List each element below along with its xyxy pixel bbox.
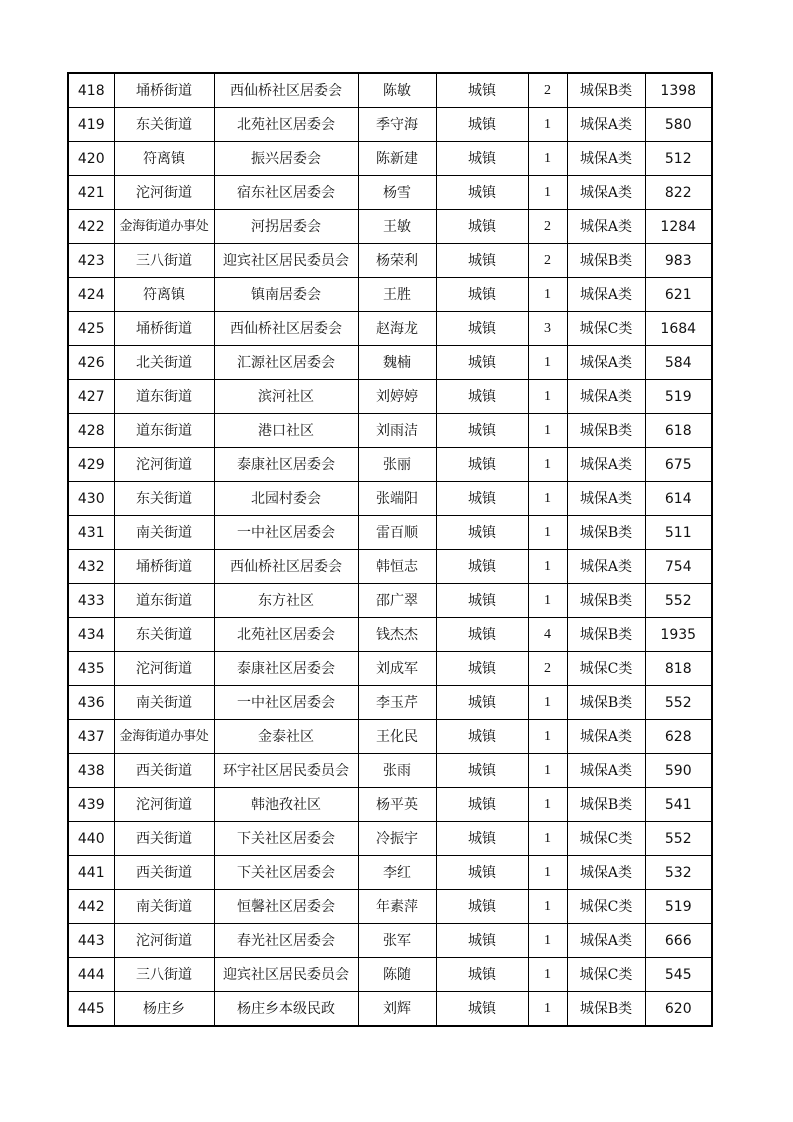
person-name-cell: 李红	[358, 856, 436, 890]
benefit-category-cell: 城保A类	[567, 856, 645, 890]
community-cell: 振兴居委会	[214, 142, 358, 176]
benefit-amount-cell: 519	[645, 890, 712, 924]
benefit-category-cell: 城保B类	[567, 618, 645, 652]
person-name-cell: 陈敏	[358, 73, 436, 108]
row-number-cell: 423	[68, 244, 114, 278]
community-cell: 西仙桥社区居委会	[214, 550, 358, 584]
benefit-category-cell: 城保C类	[567, 312, 645, 346]
street-office-cell: 埇桥街道	[114, 312, 214, 346]
table-row	[68, 346, 712, 380]
area-type-cell: 城镇	[436, 108, 528, 142]
row-number-cell: 434	[68, 618, 114, 652]
community-cell: 春光社区居委会	[214, 924, 358, 958]
street-office-cell: 三八街道	[114, 958, 214, 992]
household-size-cell: 1	[528, 890, 567, 924]
area-type-cell: 城镇	[436, 482, 528, 516]
benefit-category-cell: 城保B类	[567, 992, 645, 1027]
benefit-amount-cell: 666	[645, 924, 712, 958]
benefit-category-cell: 城保C类	[567, 652, 645, 686]
community-cell: 迎宾社区居民委员会	[214, 244, 358, 278]
row-number-cell: 445	[68, 992, 114, 1027]
area-type-cell: 城镇	[436, 856, 528, 890]
benefit-category-cell: 城保C类	[567, 958, 645, 992]
table-row	[68, 890, 712, 924]
benefit-category-cell: 城保B类	[567, 686, 645, 720]
area-type-cell: 城镇	[436, 720, 528, 754]
community-cell: 北园村委会	[214, 482, 358, 516]
table-row	[68, 380, 712, 414]
benefit-amount-cell: 628	[645, 720, 712, 754]
benefit-amount-cell: 822	[645, 176, 712, 210]
street-office-cell: 沱河街道	[114, 176, 214, 210]
benefit-category-cell: 城保B类	[567, 244, 645, 278]
community-cell: 泰康社区居委会	[214, 448, 358, 482]
street-office-cell: 杨庄乡	[114, 992, 214, 1027]
benefit-amount-cell: 511	[645, 516, 712, 550]
row-number-cell: 428	[68, 414, 114, 448]
household-size-cell: 1	[528, 856, 567, 890]
person-name-cell: 刘辉	[358, 992, 436, 1027]
area-type-cell: 城镇	[436, 516, 528, 550]
street-office-cell: 东关街道	[114, 618, 214, 652]
household-size-cell: 1	[528, 142, 567, 176]
table-row	[68, 584, 712, 618]
street-office-cell: 西关街道	[114, 856, 214, 890]
benefit-category-cell: 城保B类	[567, 73, 645, 108]
area-type-cell: 城镇	[436, 822, 528, 856]
street-office-cell: 金海街道办事处	[114, 210, 214, 244]
community-cell: 北苑社区居委会	[214, 108, 358, 142]
table-row	[68, 720, 712, 754]
table-row	[68, 482, 712, 516]
benefit-category-cell: 城保B类	[567, 414, 645, 448]
household-size-cell: 1	[528, 720, 567, 754]
table-row	[68, 142, 712, 176]
person-name-cell: 刘雨洁	[358, 414, 436, 448]
row-number-cell: 436	[68, 686, 114, 720]
table-row	[68, 822, 712, 856]
row-number-cell: 424	[68, 278, 114, 312]
benefit-amount-cell: 1284	[645, 210, 712, 244]
benefit-amount-cell: 621	[645, 278, 712, 312]
household-size-cell: 1	[528, 516, 567, 550]
street-office-cell: 南关街道	[114, 890, 214, 924]
household-size-cell: 1	[528, 482, 567, 516]
table-row	[68, 108, 712, 142]
area-type-cell: 城镇	[436, 992, 528, 1027]
area-type-cell: 城镇	[436, 550, 528, 584]
row-number-cell: 443	[68, 924, 114, 958]
benefit-category-cell: 城保A类	[567, 550, 645, 584]
person-name-cell: 冷振宇	[358, 822, 436, 856]
benefit-amount-cell: 1935	[645, 618, 712, 652]
benefit-category-cell: 城保A类	[567, 754, 645, 788]
row-number-cell: 435	[68, 652, 114, 686]
person-name-cell: 王敏	[358, 210, 436, 244]
roster-body	[68, 73, 712, 1026]
area-type-cell: 城镇	[436, 958, 528, 992]
area-type-cell: 城镇	[436, 278, 528, 312]
benefit-category-cell: 城保B类	[567, 584, 645, 618]
benefit-category-cell: 城保A类	[567, 278, 645, 312]
benefit-amount-cell: 584	[645, 346, 712, 380]
area-type-cell: 城镇	[436, 788, 528, 822]
person-name-cell: 张端阳	[358, 482, 436, 516]
benefit-amount-cell: 532	[645, 856, 712, 890]
person-name-cell: 李玉芹	[358, 686, 436, 720]
household-size-cell: 1	[528, 550, 567, 584]
person-name-cell: 年素萍	[358, 890, 436, 924]
row-number-cell: 427	[68, 380, 114, 414]
community-cell: 西仙桥社区居委会	[214, 312, 358, 346]
table-row	[68, 210, 712, 244]
community-cell: 滨河社区	[214, 380, 358, 414]
table-row	[68, 448, 712, 482]
row-number-cell: 425	[68, 312, 114, 346]
table-row	[68, 176, 712, 210]
row-number-cell: 440	[68, 822, 114, 856]
benefit-amount-cell: 552	[645, 822, 712, 856]
table-row	[68, 958, 712, 992]
benefit-category-cell: 城保A类	[567, 924, 645, 958]
household-size-cell: 4	[528, 618, 567, 652]
table-row	[68, 788, 712, 822]
benefit-category-cell: 城保A类	[567, 142, 645, 176]
benefit-amount-cell: 545	[645, 958, 712, 992]
person-name-cell: 杨雪	[358, 176, 436, 210]
benefit-amount-cell: 618	[645, 414, 712, 448]
street-office-cell: 南关街道	[114, 516, 214, 550]
person-name-cell: 刘成军	[358, 652, 436, 686]
community-cell: 恒馨社区居委会	[214, 890, 358, 924]
area-type-cell: 城镇	[436, 244, 528, 278]
row-number-cell: 420	[68, 142, 114, 176]
community-cell: 泰康社区居委会	[214, 652, 358, 686]
row-number-cell: 421	[68, 176, 114, 210]
area-type-cell: 城镇	[436, 380, 528, 414]
person-name-cell: 张雨	[358, 754, 436, 788]
area-type-cell: 城镇	[436, 754, 528, 788]
street-office-cell: 金海街道办事处	[114, 720, 214, 754]
street-office-cell: 西关街道	[114, 822, 214, 856]
benefit-category-cell: 城保B类	[567, 788, 645, 822]
person-name-cell: 张丽	[358, 448, 436, 482]
street-office-cell: 北关街道	[114, 346, 214, 380]
benefit-amount-cell: 675	[645, 448, 712, 482]
row-number-cell: 438	[68, 754, 114, 788]
household-size-cell: 1	[528, 754, 567, 788]
row-number-cell: 437	[68, 720, 114, 754]
table-row	[68, 856, 712, 890]
area-type-cell: 城镇	[436, 142, 528, 176]
household-size-cell: 2	[528, 244, 567, 278]
table-row	[68, 652, 712, 686]
benefit-amount-cell: 512	[645, 142, 712, 176]
household-size-cell: 1	[528, 380, 567, 414]
area-type-cell: 城镇	[436, 652, 528, 686]
household-size-cell: 2	[528, 73, 567, 108]
area-type-cell: 城镇	[436, 890, 528, 924]
household-size-cell: 1	[528, 176, 567, 210]
area-type-cell: 城镇	[436, 448, 528, 482]
street-office-cell: 三八街道	[114, 244, 214, 278]
community-cell: 一中社区居委会	[214, 516, 358, 550]
row-number-cell: 432	[68, 550, 114, 584]
row-number-cell: 444	[68, 958, 114, 992]
benefit-amount-cell: 983	[645, 244, 712, 278]
street-office-cell: 沱河街道	[114, 924, 214, 958]
street-office-cell: 西关街道	[114, 754, 214, 788]
community-cell: 西仙桥社区居委会	[214, 73, 358, 108]
table-row	[68, 73, 712, 108]
household-size-cell: 1	[528, 448, 567, 482]
community-cell: 杨庄乡本级民政	[214, 992, 358, 1027]
table-row	[68, 992, 712, 1027]
benefit-category-cell: 城保A类	[567, 448, 645, 482]
street-office-cell: 东关街道	[114, 108, 214, 142]
person-name-cell: 钱杰杰	[358, 618, 436, 652]
row-number-cell: 419	[68, 108, 114, 142]
person-name-cell: 韩恒志	[358, 550, 436, 584]
row-number-cell: 439	[68, 788, 114, 822]
benefit-category-cell: 城保A类	[567, 108, 645, 142]
benefit-amount-cell: 519	[645, 380, 712, 414]
row-number-cell: 442	[68, 890, 114, 924]
household-size-cell: 1	[528, 584, 567, 618]
area-type-cell: 城镇	[436, 618, 528, 652]
area-type-cell: 城镇	[436, 584, 528, 618]
area-type-cell: 城镇	[436, 346, 528, 380]
community-cell: 北苑社区居委会	[214, 618, 358, 652]
person-name-cell: 魏楠	[358, 346, 436, 380]
person-name-cell: 张军	[358, 924, 436, 958]
community-cell: 汇源社区居委会	[214, 346, 358, 380]
row-number-cell: 431	[68, 516, 114, 550]
household-size-cell: 1	[528, 924, 567, 958]
area-type-cell: 城镇	[436, 686, 528, 720]
household-size-cell: 1	[528, 346, 567, 380]
person-name-cell: 陈随	[358, 958, 436, 992]
street-office-cell: 道东街道	[114, 414, 214, 448]
table-row	[68, 278, 712, 312]
street-office-cell: 道东街道	[114, 380, 214, 414]
street-office-cell: 道东街道	[114, 584, 214, 618]
table-row	[68, 244, 712, 278]
row-number-cell: 426	[68, 346, 114, 380]
benefit-category-cell: 城保A类	[567, 176, 645, 210]
community-cell: 韩池孜社区	[214, 788, 358, 822]
person-name-cell: 王化民	[358, 720, 436, 754]
benefit-category-cell: 城保C类	[567, 822, 645, 856]
household-size-cell: 2	[528, 210, 567, 244]
community-cell: 下关社区居委会	[214, 822, 358, 856]
benefit-amount-cell: 541	[645, 788, 712, 822]
household-size-cell: 1	[528, 108, 567, 142]
person-name-cell: 陈新建	[358, 142, 436, 176]
street-office-cell: 沱河街道	[114, 788, 214, 822]
community-cell: 环宇社区居民委员会	[214, 754, 358, 788]
table-row	[68, 414, 712, 448]
benefit-amount-cell: 590	[645, 754, 712, 788]
area-type-cell: 城镇	[436, 73, 528, 108]
household-size-cell: 3	[528, 312, 567, 346]
table-row	[68, 754, 712, 788]
benefit-amount-cell: 818	[645, 652, 712, 686]
benefit-category-cell: 城保A类	[567, 210, 645, 244]
assistance-roster-table	[67, 72, 713, 1027]
benefit-category-cell: 城保A类	[567, 380, 645, 414]
row-number-cell: 430	[68, 482, 114, 516]
benefit-amount-cell: 1398	[645, 73, 712, 108]
street-office-cell: 埇桥街道	[114, 73, 214, 108]
street-office-cell: 南关街道	[114, 686, 214, 720]
benefit-amount-cell: 552	[645, 686, 712, 720]
table-row	[68, 618, 712, 652]
household-size-cell: 2	[528, 652, 567, 686]
person-name-cell: 雷百顺	[358, 516, 436, 550]
household-size-cell: 1	[528, 414, 567, 448]
benefit-amount-cell: 614	[645, 482, 712, 516]
street-office-cell: 沱河街道	[114, 652, 214, 686]
community-cell: 下关社区居委会	[214, 856, 358, 890]
table-row	[68, 924, 712, 958]
benefit-amount-cell: 620	[645, 992, 712, 1027]
benefit-amount-cell: 580	[645, 108, 712, 142]
area-type-cell: 城镇	[436, 210, 528, 244]
row-number-cell: 422	[68, 210, 114, 244]
benefit-category-cell: 城保A类	[567, 720, 645, 754]
community-cell: 河拐居委会	[214, 210, 358, 244]
community-cell: 镇南居委会	[214, 278, 358, 312]
benefit-amount-cell: 552	[645, 584, 712, 618]
table-row	[68, 516, 712, 550]
area-type-cell: 城镇	[436, 312, 528, 346]
row-number-cell: 429	[68, 448, 114, 482]
household-size-cell: 1	[528, 822, 567, 856]
person-name-cell: 王胜	[358, 278, 436, 312]
household-size-cell: 1	[528, 788, 567, 822]
table-row	[68, 550, 712, 584]
benefit-category-cell: 城保C类	[567, 890, 645, 924]
person-name-cell: 季守海	[358, 108, 436, 142]
row-number-cell: 418	[68, 73, 114, 108]
household-size-cell: 1	[528, 278, 567, 312]
table-row	[68, 312, 712, 346]
household-size-cell: 1	[528, 958, 567, 992]
street-office-cell: 符离镇	[114, 142, 214, 176]
benefit-category-cell: 城保B类	[567, 516, 645, 550]
benefit-category-cell: 城保A类	[567, 346, 645, 380]
person-name-cell: 赵海龙	[358, 312, 436, 346]
row-number-cell: 441	[68, 856, 114, 890]
table-row	[68, 686, 712, 720]
row-number-cell: 433	[68, 584, 114, 618]
area-type-cell: 城镇	[436, 414, 528, 448]
area-type-cell: 城镇	[436, 176, 528, 210]
community-cell: 宿东社区居委会	[214, 176, 358, 210]
person-name-cell: 杨平英	[358, 788, 436, 822]
community-cell: 迎宾社区居民委员会	[214, 958, 358, 992]
street-office-cell: 东关街道	[114, 482, 214, 516]
street-office-cell: 符离镇	[114, 278, 214, 312]
community-cell: 港口社区	[214, 414, 358, 448]
household-size-cell: 1	[528, 686, 567, 720]
benefit-amount-cell: 754	[645, 550, 712, 584]
benefit-amount-cell: 1684	[645, 312, 712, 346]
community-cell: 东方社区	[214, 584, 358, 618]
community-cell: 金泰社区	[214, 720, 358, 754]
household-size-cell: 1	[528, 992, 567, 1027]
person-name-cell: 杨荣利	[358, 244, 436, 278]
person-name-cell: 刘婷婷	[358, 380, 436, 414]
street-office-cell: 沱河街道	[114, 448, 214, 482]
person-name-cell: 邵广翠	[358, 584, 436, 618]
street-office-cell: 埇桥街道	[114, 550, 214, 584]
area-type-cell: 城镇	[436, 924, 528, 958]
community-cell: 一中社区居委会	[214, 686, 358, 720]
benefit-category-cell: 城保A类	[567, 482, 645, 516]
